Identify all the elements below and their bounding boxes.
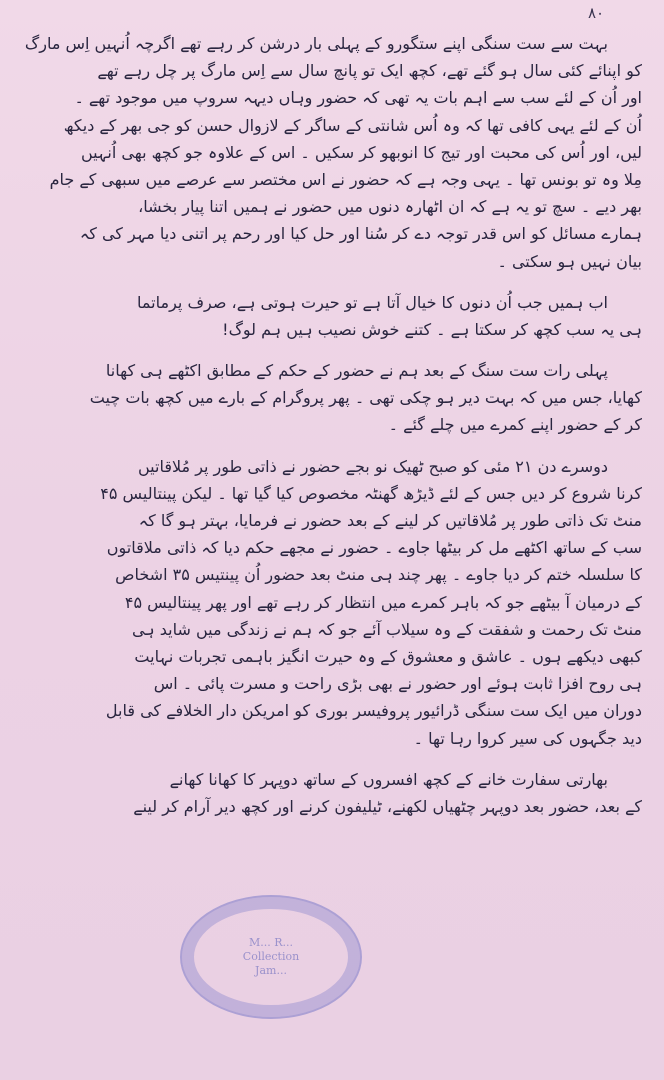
- text-line: اُن کے لئے یہی کافی تھا کہ وہ اُس شانتی کے ساگر کے لازوال حسن کو جی بھر کے دیکھ: [63, 115, 642, 135]
- text-line: منٹ تک رحمت و شفقت کے وہ سیلاب آئے جو کہ ہم نے زندگی میں شاید ہی: [131, 619, 642, 639]
- text-line: لیں، اور اُس کی محبت اور تیج کا انوبھو کر سکیں ۔ اس کے علاوہ جو کچھ بھی اُنہیں: [80, 142, 642, 162]
- text-line: کبھی دیکھے ہوں ۔ عاشق و معشوق کے وہ حیرت انگیز باہمی تجربات نہایت: [134, 646, 642, 666]
- text-line: بیان نہیں ہو سکتی ۔: [497, 251, 642, 271]
- stamp-text: Collection: [242, 950, 300, 963]
- text-line: دید جگہوں کی سیر کروا رہا تھا ۔: [413, 728, 642, 748]
- text-line: کو اپنائے کئی سال ہو گئے تھے، کچھ ایک تو پانچ سال سے اِس مارگ پر چل رہے تھے: [97, 61, 642, 81]
- text-line: کا سلسلہ ختم کر دیا جاوے ۔ پھر چند ہی منٹ بعد حضور اُن پینتیس ۳۵ اشخاص: [115, 565, 642, 585]
- text-line: بھارتی سفارت خانے کے کچھ افسروں کے ساتھ دوپہر کا کھانا کھانے: [169, 769, 608, 789]
- text-line: اب ہمیں جب اُن دنوں کا خیال آتا ہے تو حیرت ہوتی ہے، صرف پرماتما: [137, 292, 608, 312]
- page-number: ۸۰: [588, 4, 605, 22]
- text-line: کے بعد، حضور بعد دوپہر چٹھیاں لکھنے، ٹیلیفون کرنے اور کچھ دیر آرام کر لینے: [133, 796, 642, 816]
- text-line: اور اُن کے لئے سب سے اہم بات یہ تھی کہ حضور وہاں دیہہ سروپ میں موجود تھے ۔: [74, 88, 642, 108]
- text-line: کرنا شروع کر دیں جس کے لئے ڈیڑھ گھنٹہ مخصوص کیا گیا تھا ۔ لیکن پینتالیس ۴۵: [100, 483, 642, 503]
- stamp-text: Jam...: [255, 964, 287, 977]
- text-line: پہلی رات ست سنگ کے بعد ہم نے حضور کے حکم کے مطابق اکٹھے ہی کھانا: [105, 361, 608, 381]
- text-line: سب کے ساتھ اکٹھے مل کر بیٹھا جاوے ۔ حضور نے مجھے حکم دیا کہ ذاتی ملاقاتوں: [106, 538, 642, 558]
- text-line: دوران میں ایک ست سنگی ڈرائیور پروفیسر بوری کو امریکن دار الخلافے کی قابل: [105, 701, 642, 721]
- text-line: بہت سے ست سنگی اپنے ستگورو کے پہلی بار درشن کر رہے تھے اگرچہ اُنہیں اِس مارگ: [24, 34, 608, 53]
- text-line: کے درمیان آ بیٹھے جو کہ باہر کمرے میں انتظار کر رہے تھے اور پھر پینتالیس ۴۵: [124, 592, 642, 612]
- text-line: منٹ تک ذاتی طور پر مُلاقاتیں کر لینے کے بعد حضور نے فرمایا، بہتر ہو گا کہ: [138, 511, 642, 530]
- text-line: ہمارے مسائل کو اس قدر توجہ دے کر سُنا اور حل کیا اور رحم پر اتنی دیا مہر کی کہ: [79, 224, 642, 244]
- text-line: کھایا، جس میں کہ بہت دیر ہو چکی تھی ۔ پھر پروگرام کے بارے میں کچھ بات چیت: [89, 388, 642, 408]
- library-stamp: [180, 895, 362, 1019]
- body-text: [18, 30, 642, 820]
- text-line: کر کے حضور اپنے کمرے میں چلے گئے ۔: [388, 415, 642, 435]
- text-line: مِلا وہ تو بونس تھا ۔ یہی وجہ ہے کہ حضور نے اس مختصر سے عرصے میں سبھی کے جام: [49, 169, 642, 189]
- text-line: ہی روح افزا ثابت ہوئے اور حضور نے بھی بڑی راحت و مسرت پائی ۔ اس: [153, 674, 642, 694]
- stamp-text: M... R...: [248, 936, 294, 949]
- text-line: دوسرے دن ۲۱ مئی کو صبح ٹھیک نو بجے حضور نے ذاتی طور پر مُلاقاتیں: [138, 456, 608, 476]
- text-line: بھر دیے ۔ سچ تو یہ ہے کہ ان اٹھارہ دنوں میں حضور نے ہمیں اتنا پیار بخشا،: [138, 197, 642, 217]
- text-line: ہی یہ سب کچھ کر سکتا ہے ۔ کتنے خوش نصیب ہیں ہم لوگ!: [222, 319, 642, 339]
